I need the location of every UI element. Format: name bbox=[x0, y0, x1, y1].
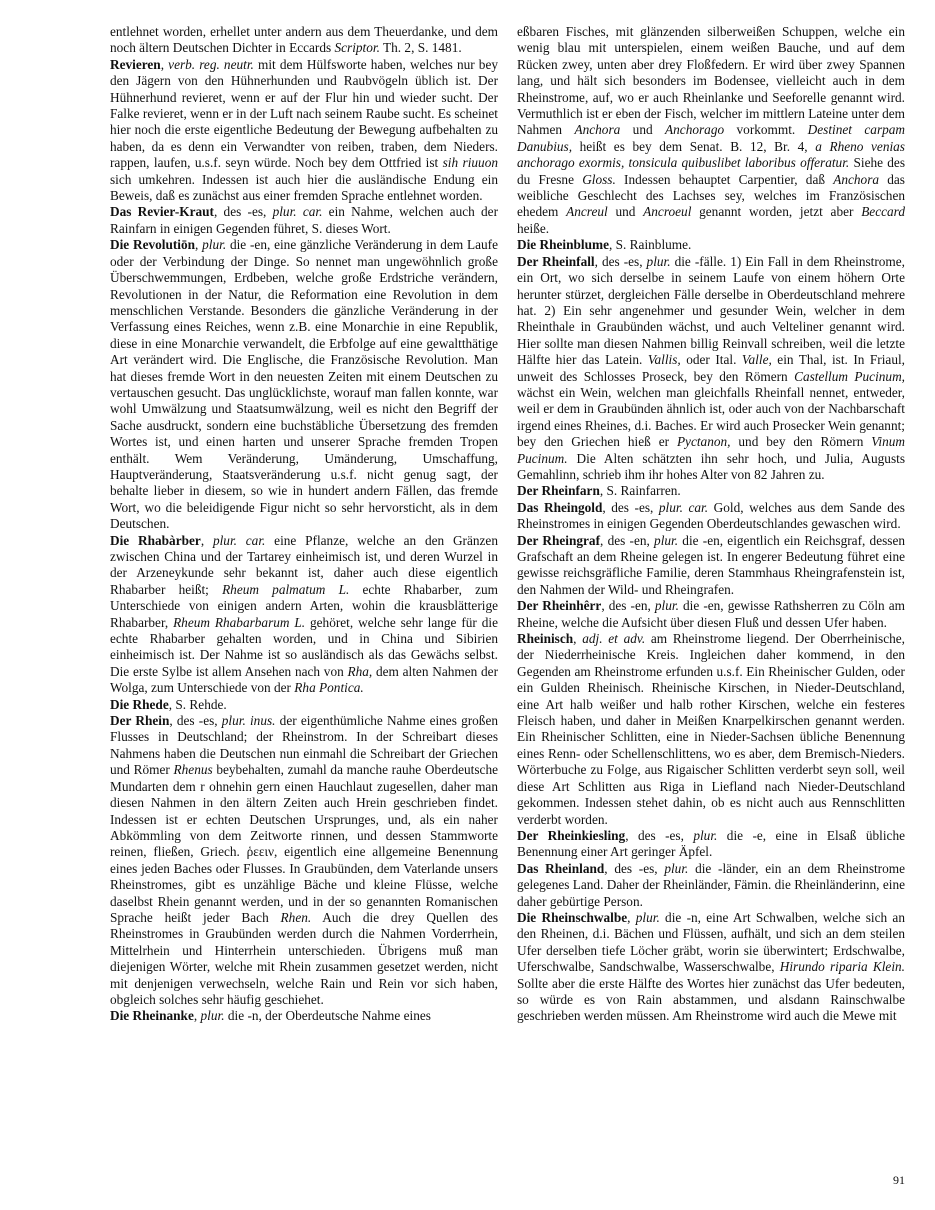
entry-text: dem alten Nahmen der Wolga, zum Unterschiede von der bbox=[110, 663, 498, 696]
entry-text: , bbox=[200, 532, 213, 548]
headword: Das Revier-Kraut bbox=[110, 204, 214, 220]
italic-text: plur. bbox=[693, 827, 718, 843]
italic-text: sih riuuon bbox=[442, 155, 498, 171]
entry-text: , des -es, bbox=[594, 253, 647, 269]
entry-text: am Rheinstrome liegend. Der Oberrheinische, der Niederrheinische Kreis. Ingleichen daher kommend, in den Gegenden am Rheinstrome erfunden u.s.f. Ein Rheinischer Gulden, oder ein Gulden Rheinisch. Rheinische Kirschen, in Nieder-Deutschland, eine Art halb weißer und halb rother Kirschen, welche ein festeres Fleisch haben, und daher in Meißen Knarpelkirschen genannt werden. Ein Rheinischer Schlitten, eine in Nieder-Sachsen übliche Benennung eines Renn- oder Schellenschlittens, wo es aber, dem Bremisch-Nieders. Wörterbuche zu Folge, aus Rigaischer Schlitten verderbt seyn soll, weil diese Art Schlitten aus Riga in Liefland nach Nieder-Deutschland gekommen. Indessen stehet dahin, ob es nicht auch aus Rennschlitten verderbt worden. bbox=[517, 631, 905, 827]
entry-text: , des -en, bbox=[601, 598, 655, 614]
entry-text: heiße. bbox=[517, 220, 550, 236]
headword: Der Rheinfall bbox=[517, 253, 595, 269]
entry-text: , bbox=[627, 909, 636, 925]
headword: Das Rheinland bbox=[517, 860, 605, 876]
headword: Das Rheingold bbox=[517, 499, 603, 515]
dictionary-entry bbox=[517, 828, 905, 861]
italic-text: Ancroeul bbox=[643, 204, 692, 220]
dictionary-entry bbox=[110, 697, 498, 713]
entry-text: und bey den Römern bbox=[730, 434, 872, 450]
entry-text: , S. Rainfarren. bbox=[599, 483, 681, 499]
italic-text: plur. bbox=[635, 909, 660, 925]
entry-text: vorkommt. bbox=[724, 122, 808, 138]
dictionary-entry bbox=[110, 1008, 498, 1024]
headword: Die Rheinschwalbe bbox=[517, 909, 628, 925]
headword: Die Rheinanke bbox=[110, 1008, 194, 1024]
italic-text: Ancreul bbox=[566, 204, 608, 220]
headword: Die Revolutiōn bbox=[110, 237, 196, 253]
dictionary-entry bbox=[517, 237, 905, 253]
italic-text: Scriptor. bbox=[334, 40, 380, 56]
entry-text: , des -es, bbox=[169, 713, 222, 729]
entry-text: , des -es, bbox=[625, 827, 694, 843]
italic-text: plur. bbox=[202, 237, 227, 253]
entry-text: Indessen behauptet Carpentier, daß bbox=[615, 171, 834, 187]
dictionary-entry bbox=[517, 631, 905, 828]
italic-text: Anchorago bbox=[665, 122, 725, 138]
italic-text: a Rheno venias anchorago exormis, tonsicula quibuslibet laboribus offeratur. bbox=[517, 138, 905, 171]
entry-text: und bbox=[620, 122, 666, 138]
entry-text: gehöret, welche sehr lange für die echte Rhabarber gehalten worden, und in China und Sibirien einheimisch ist. Der Nahme ist so ausländisch als das Gewächs selbst. Die erste Sylbe ist allem Ansehen nach von bbox=[110, 614, 498, 679]
italic-text: plur. car. bbox=[212, 532, 266, 548]
entry-text: ein Thal, ist. In Friaul, unweit des Schlosses Proseck, bey den Römern bbox=[517, 352, 905, 384]
entry-text: Th. 2, S. 1481. bbox=[379, 40, 462, 56]
entry-text: ein Nahme, welchen auch der Rainfarn in einigen Gegenden führet, S. dieses Wort. bbox=[110, 204, 498, 236]
entry-text: beybehalten, zumahl da manche rauhe Oberdeutsche Mundarten dem r ohnehin gern einen Hauchlaut zugesellen, daher man diesen Nahmen in den ältern Zeiten auch Hrein geschrieben findet. Indessen ist er echten Deutschen Ursprunges, und, als ein naher Abkömmling von dem Zeitworte rinnen, und dessen Stammworte reinen, fließen, Griech. ῥεειν, eigentlich eine allgemeine Benennung eines jeden Baches oder Flusses. In Graubünden, dem Vaterlande unsers Rheinstromes, gibt es unzählige Bäche und kleine Flüsse, welche daselbst Rhein genannt werden, und in der so genannten Romanischen Sprache heißt jeder Bach bbox=[110, 762, 498, 925]
italic-text: Vallis, bbox=[647, 352, 681, 368]
entry-text: Sollte aber die erste Hälfte des Wortes hier zunächst das Ufer bedeuten, so würde es von Rain abstammen, und alsdann Rainschwalbe geschrieben werden müssen. Am Rheinstrome wird auch die Mewe mit bbox=[517, 975, 905, 1024]
entry-text: , S. Rainblume. bbox=[608, 237, 692, 253]
entry-text: Die Alten schätzten ihn sehr hoch, und Julia, Augusts Gemahlinn, schrieb ihm ihr hohes Alter von 82 Jahren zu. bbox=[517, 450, 905, 482]
headword: Die Rhabàrber bbox=[110, 532, 201, 548]
entry-text: Gold, welches aus dem Sande des Rheinstromes in einigen Gegenden Oberdeutschlandes gewaschen wird. bbox=[517, 499, 905, 532]
entry-text: , des -es, bbox=[213, 204, 273, 220]
italic-text: Pyctanon, bbox=[676, 434, 731, 450]
entry-text: , des -es, bbox=[604, 860, 665, 876]
entry-text: die -e, eine in Elsaß übliche Benennung einer Art geringer Äpfel. bbox=[517, 827, 905, 860]
entry-text: und bbox=[607, 204, 644, 220]
headword: Der Rhein bbox=[110, 713, 170, 729]
italic-text: Castellum Pucinum, bbox=[794, 368, 905, 384]
entry-text: , bbox=[160, 56, 169, 72]
dictionary-entry bbox=[110, 204, 498, 237]
entry-text: die -fälle. 1) Ein Fall in dem Rheinstrome, ein Ort, wo sich derselbe in seinem Laufe von einem höhern Orte herunter stürzet, dergleichen Fälle derselbe in Oberdeutschland mehrere hat. 2) Ein sehr angenehmer und gesunder Wein, welcher in dem Rheinthale in Graubünden wächst, und auch Velteliner genannt wird. Hier sollte man diesen Nahmen billig Reinvall schreiben, weil die letzte Hälfte hier das Latein. bbox=[517, 253, 905, 368]
entry-text: , bbox=[573, 631, 583, 647]
dictionary-entry bbox=[517, 483, 905, 499]
headword: Revieren bbox=[110, 56, 161, 72]
entry-text: wächst ein Wein, welchen man gleichfalls Rheinfall nennet, entweder, weil er dem in Graubünden ähnlich ist, oder auch von der Nachbarschaft irgend eines Rheines, d.i. Baches. Er wird auch Prosecker Wein genannt; bey den Griechen hieß er bbox=[517, 384, 905, 450]
headword: Der Rheingraf bbox=[517, 532, 601, 548]
dictionary-entry bbox=[517, 861, 905, 910]
italic-text: Hirundo riparia Klein. bbox=[779, 959, 905, 975]
italic-text: plur. inus. bbox=[221, 713, 276, 729]
italic-text: plur. bbox=[654, 598, 679, 614]
entry-text: eine Pflanze, welche an den Gränzen zwischen China und der Tartarey einheimisch ist, und deren Wurzel in der Arzeneykunde sehr bekannt ist, daher auch diese eigentlich Rhabarber heißt; bbox=[110, 532, 498, 597]
dictionary-entry bbox=[517, 533, 905, 599]
dictionary-entry bbox=[517, 24, 905, 237]
entry-text: , bbox=[193, 1008, 201, 1024]
italic-text: plur. bbox=[654, 532, 679, 548]
dictionary-entry bbox=[110, 713, 498, 1008]
dictionary-entry bbox=[517, 598, 905, 631]
headword: Die Rhede bbox=[110, 696, 169, 712]
entry-text: die -n, der Oberdeutsche Nahme eines bbox=[224, 1008, 431, 1024]
italic-text: plur. bbox=[200, 1008, 225, 1024]
headword: Der Rheinhêrr bbox=[517, 598, 602, 614]
entry-text: mit dem Hülfsworte haben, welches nur bey den Jägern von den Hühnerhunden und Raubvögeln üblich ist. Der Hühnerhund revieret, wenn er auf der Flur hin und wieder sucht. Der Falke revieret, wenn er in der Luft nach seinem Raube sucht. Es scheinet hier noch die erste eigentliche Bedeutung der Bewegung aufbehalten zu haben, da es denn ein Verwandter von reiben, traben, dem Nieders. rappen, laufen, u.s.f. seyn würde. Noch bey dem Ottfried ist bbox=[110, 56, 498, 171]
entry-text: , des -en, bbox=[600, 532, 655, 548]
left-column bbox=[110, 24, 498, 1025]
dictionary-entry bbox=[110, 237, 498, 532]
italic-text: Destinet carpam Danubius, bbox=[517, 122, 906, 154]
entry-text: heißt es bey dem Senat. B. 12, Br. 4, bbox=[572, 138, 816, 154]
entry-text: , bbox=[195, 237, 203, 253]
italic-text: Rheum Rhabarbarum L. bbox=[173, 614, 306, 630]
dictionary-entry bbox=[110, 533, 498, 697]
italic-text: plur. car. bbox=[272, 204, 323, 220]
headword: Rheinisch bbox=[517, 631, 574, 647]
italic-text: Valle, bbox=[741, 352, 772, 368]
italic-text: verb. reg. neutr. bbox=[168, 56, 254, 72]
entry-text: , S. Rehde. bbox=[168, 696, 227, 712]
entry-text: Siehe des du Fresne bbox=[517, 155, 905, 187]
italic-text: Rheum palmatum L. bbox=[222, 581, 350, 597]
entry-text: die -länder, ein an dem Rheinstrome gelegenes Land. Daher der Rheinländer, Fämin. die Rheinländerinn, eine daher gebürtige Person. bbox=[517, 860, 906, 909]
dictionary-entry bbox=[110, 57, 498, 205]
entry-text: genannt worden, jetzt aber bbox=[691, 204, 862, 220]
entry-text: die -en, eigentlich ein Reichsgraf, dessen Grafschaft an dem Rheine gelegen ist. In engerer Bedeutung führet eine gewisse reichsgräfliche Familie, deren Stammhaus Rheingrafenstein ist, den Nahmen der Wild- und Rheingrafen. bbox=[517, 532, 906, 597]
italic-text: Gloss. bbox=[582, 171, 616, 187]
entry-text: die -en, gewisse Rathsherren zu Cöln am Rheine, welche die Aufsicht über diesen Fluß und dessen Ufer haben. bbox=[517, 598, 905, 630]
entry-text: oder Ital. bbox=[680, 352, 742, 368]
entry-text: das weibliche Geschlecht des Lachses sey, welches im Französischen ehedem bbox=[517, 171, 905, 220]
italic-text: Anchora bbox=[574, 122, 621, 138]
italic-text: plur. bbox=[664, 860, 689, 876]
entry-text: Auch die drey Quellen des Rheinstromes in Graubünden werden durch die Nahmen Vorderrhein, Mittelrhein und Hinterrhein unterschieden. Übrigens muß man diejenigen Wörter, welche mit Rhein zusammen gesetzet werden, nicht mit denjenigen verwechseln, welche Rain und Rein vor sich haben, obgleich solches sehr häufig geschiehet. bbox=[110, 909, 498, 1007]
headword: Der Rheinfarn bbox=[517, 483, 600, 499]
entry-text: , des -es, bbox=[602, 499, 659, 515]
italic-text: Rha Pontica. bbox=[294, 680, 364, 696]
right-column bbox=[517, 24, 905, 1025]
entry-text: sich umkehren. Indessen ist auch hier die ausländische Endung ein Beweis, daß es zunächst aus einer fremden Sprache entlehnet worden. bbox=[110, 171, 498, 204]
italic-text: Rhenus bbox=[173, 762, 213, 778]
dictionary-entry bbox=[517, 254, 905, 484]
italic-text: Anchora bbox=[833, 171, 880, 187]
entry-text: die -n, eine Art Schwalben, welche sich an den Rheinen, d.i. Bächen und Flüssen, aufhält, und sich an dem steilen Ufer derselben tiefe Löcher gräbt, worin sie überwintert; Erdschwalbe, Uferschwalbe, Sandschwalbe, Wasserschwalbe, bbox=[517, 909, 905, 975]
entry-text: entlehnet worden, erhellet unter andern aus dem Theuerdanke, und dem noch ältern Deutschen Dichter in Eccards bbox=[110, 24, 498, 56]
italic-text: Beccard bbox=[861, 204, 905, 220]
entry-text: die -en, eine gänzliche Veränderung in dem Laufe oder der Verbindung der Dinge. So nennet man ungewöhnlich große Überschwemmungen, Erdbeben, welche große Erdstriche verändern, Revolutionen in der Natur, die Reformation eine Revolution in dem menschlichen Verstande. Besonders die gänzliche Veränderung in der Verfassung eines Reiches, wenn z.B. eine Monarchie in eine Republik, diese in eine Monarchie verwandelt, die Erbfolge auf eine gewaltthätige Art verändert wird. Die Englische, die Französische Revolution. Man hat dieses fremde Wort in den neuesten Zeiten mit einem Deutschen zu vertauschen gesucht. Das unglücklichste, worauf man fallen konnte, war wohl Umwälzung und Staatsumwälzung, weil es nicht den Begriff der Sache ausdruckt, sondern eine buchstäbliche Übersetzung des fremden Wortes ist, und einen harten und unserer Sprache fremden Tropen enthält. Wem Veränderung, Umänderung, Umschaffung, Hauptveränderung, Staatsveränderung u.s.f. nicht genug sagt, der behalte lieber in diesem, so wie in hundert andern Fällen, das fremde Wort, wo die beleidigende Figur nicht so sehr hervorsticht, als in dem Deutschen. bbox=[110, 237, 498, 532]
entry-text: der eigenthümliche Nahme eines großen Flusses in Deutschland; der Rheinstrom. In der Schreibart dieses Nahmens haben die Deutschen nun einmahl die Schreibart der Griechen und Römer bbox=[110, 713, 498, 778]
headword: Die Rheinblume bbox=[517, 237, 609, 253]
dictionary-entry bbox=[517, 500, 905, 533]
italic-text: Rha, bbox=[347, 663, 373, 679]
italic-text: adj. et adv. bbox=[582, 631, 646, 647]
headword: Der Rheinkiesling bbox=[517, 827, 626, 843]
entry-text: echte Rhabarber, zum Unterschiede von einigen andern Arten, wohin die krausblätterige Rhabarber, bbox=[110, 581, 498, 630]
page-number: 91 bbox=[893, 1173, 905, 1187]
italic-text: Vinum Pucinum. bbox=[517, 434, 905, 466]
italic-text: plur. car. bbox=[658, 499, 709, 515]
italic-text: plur. bbox=[646, 253, 671, 269]
italic-text: Rhen. bbox=[280, 909, 312, 925]
dictionary-entry bbox=[517, 910, 905, 1025]
entry-text: eßbaren Fisches, mit glänzenden silberweißen Schuppen, welche ein wenig blau mit unterspielen, einem weißen Bauche, und auf dem Rücken zwey, unten aber drey Floßfedern. Er wird über zwey Spannen lang, und hält sich besonders im Bodensee, vielleicht auch in dem Rheinstrome, auf, wo er auch Rheinlanke und Seeforelle genannt wird. Vermuthlich ist er eben der Fisch, welcher im mittlern Lateine unter dem Nahmen bbox=[517, 24, 905, 138]
dictionary-entry bbox=[110, 24, 498, 57]
